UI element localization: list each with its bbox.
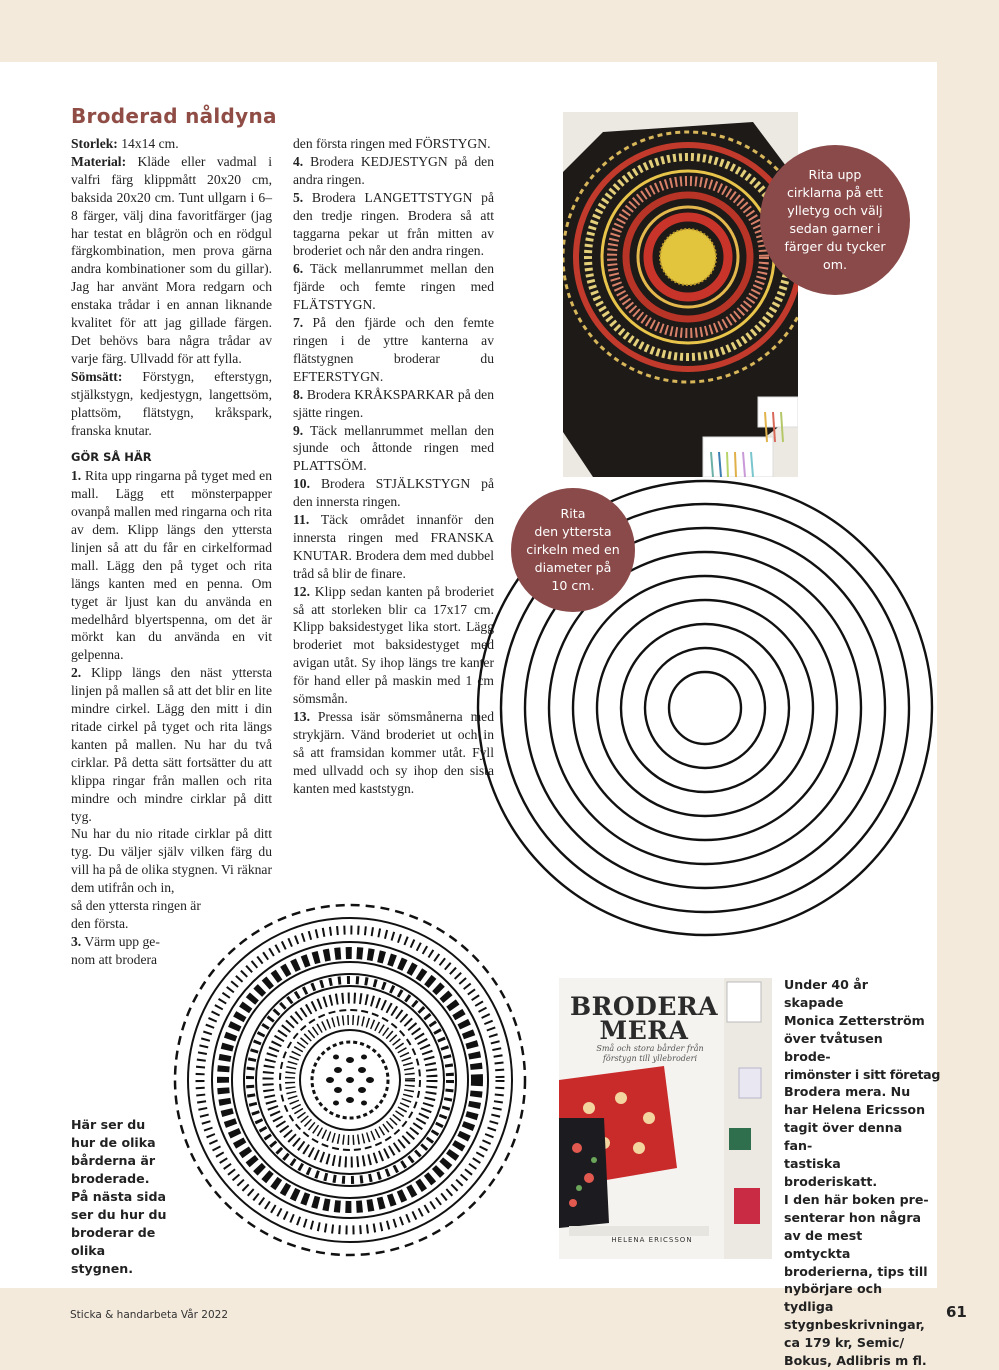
step-3-text-b: nom att brodera (71, 951, 158, 967)
step-11-number: 11. (293, 512, 310, 528)
stitches-value: Förstygn, efterstygn, stjälkstygn, kedjestygn, langettsöm, plattsöm, flätstygn, kråkspark, franska knutar. (71, 368, 272, 438)
step-8-text: Brodera KRÅKSPARKAR på den sjätte ringen. (293, 386, 494, 420)
diagram-caption-line: broderar de olika (71, 1225, 156, 1258)
step-8 (293, 386, 494, 422)
step-6-number: 6. (293, 261, 304, 277)
diagram-caption-line: På nästa sida (71, 1189, 166, 1204)
step-2-text: Klipp längs den näst yttersta linjen på mallen så att det blir en lite mindre cirkel. Lägg den mitt i din ritade cirkel på tyget och rita längs kanten på mallen. Nu har du två cirklar. På detta sätt fortsätter du att klippa ringar från mallen och rita mindre och mindre cirklar på ditt tyg. (71, 665, 272, 824)
tip-middle-line: 10 cm. (551, 577, 595, 593)
column-2 (293, 135, 494, 798)
step-4-text: Brodera KEDJESTYGN på den andra ringen. (293, 153, 494, 187)
tip-top-line: om. (823, 257, 847, 272)
book-description-line: Monica Zetterström (784, 1012, 925, 1028)
step-2-extra-2: så den yttersta ringen är (71, 898, 201, 914)
article-title: Broderad nåldyna (71, 104, 277, 128)
step-13-number: 13. (293, 709, 310, 724)
book-description-line: I den här boken pre- (784, 1191, 929, 1207)
step-11-text: Täck området innanför den innersta ringen med FRANSKA KNUTAR. Brodera dem med dubbel tråd så blir de finare. (293, 512, 494, 581)
book-description-line: nybörjare och tydliga (784, 1281, 883, 1315)
col2-intro: den första ringen med FÖRSTYGN. (293, 136, 491, 151)
book-title-line-2: MERA (599, 1016, 689, 1045)
book-description-line: Under 40 år skapade (784, 977, 868, 1010)
step-2-extra-3: den första. (71, 915, 129, 931)
book-author: HELENA ERICSSON (611, 1236, 693, 1244)
step-11 (293, 511, 494, 583)
book-description-line: tastiska broderiskatt. (784, 1156, 878, 1189)
tip-bubble-middle (511, 488, 635, 612)
book-description (784, 976, 941, 1370)
step-9 (293, 422, 494, 476)
step-10-number: 10. (293, 476, 310, 492)
step-1-number: 1. (71, 468, 82, 484)
size-line (71, 135, 272, 153)
book-description-line: Bokus, Adlibris m fl. (784, 1353, 927, 1369)
book-description-line: över tvåtusen brode- (784, 1030, 883, 1064)
step-1-text: Rita upp ringarna på tyget med en mall. Lägg ett mönsterpapper ovanpå mallen med ringarna och rita av dem. Klipp längs den yttersta linjen så att du får en cirkelformad mall. Lägg den på tyget och rita längs kanten med en penna. Om tyget är ljust kan du använda en medelhård blyertspenna, om det är mörkt kan du använda en vit gelpenna. (71, 468, 272, 663)
tip-top-line: ylletyg och välj (787, 203, 883, 218)
step-2 (71, 664, 272, 825)
step-7-text: På den fjärde och den femte ringen i de yttre kanterna av flätstygnen broderar du EFTERSTYGN. (293, 315, 494, 384)
book-description-line: har Helena Ericsson (784, 1102, 926, 1118)
tip-top-line: cirklarna på ett (786, 185, 884, 200)
diagram-caption-line: Här ser du (71, 1117, 146, 1132)
step-6-text: Täck mellanrummet mellan den fjärde och femte ringen med FLÄTSTYGN. (293, 261, 494, 313)
diagram-caption-line: stygnen. (71, 1261, 133, 1276)
step-1 (71, 467, 272, 664)
column-1 (71, 135, 272, 969)
book-description-line: rimönster i sitt företag (784, 1066, 941, 1082)
step-13 (293, 708, 494, 798)
step-5 (293, 189, 494, 261)
book-cover-graphic (559, 978, 772, 1259)
book-description-line: tagit över denna fan- (784, 1120, 903, 1154)
tip-bubble-top-text (784, 166, 885, 274)
step-10 (293, 475, 494, 511)
stitches-line (71, 368, 272, 440)
material-value: Kläde eller vadmal i valfri färg klippmått 20x20 cm, baksida 20x20 cm. Tunt ullgarn i 6–8 färger, välj dina favoritfärger (jag har testat en blågrön och en rödgul färgkombination, men prova gärna andra kombinationer som du gillar). Jag har använt Mora redgarn och enstaka trådar i en annan liknande kvalitet för att jag gillade färgen. Det behövs bara några trådar av varje färg. Ullvadd för att fylla. (71, 153, 272, 366)
step-3-text-a: Värm upp ge- (81, 933, 160, 949)
book-title-line-1: BRODERA (569, 992, 719, 1021)
book-cover (559, 978, 772, 1259)
book-description-line: Brodera mera. Nu (784, 1084, 911, 1100)
tip-top-line: färger du tycker (784, 239, 886, 254)
howto-heading: GÖR SÅ HÄR (71, 450, 152, 465)
book-description-line: stygnbeskrivningar, (784, 1317, 925, 1333)
diagram-caption (71, 1116, 191, 1278)
tip-middle-line: cirkeln med en (526, 542, 620, 558)
embroidery-photo (563, 112, 798, 477)
tip-top-line: sedan garner i (789, 221, 881, 236)
step-12 (293, 583, 494, 708)
tip-middle-line: diameter på (534, 559, 612, 575)
step-12-number: 12. (293, 583, 310, 599)
step-13-text: Pressa isär sömsmånerna med strykjärn. Vänd broderiet ut och in så att framsidan kommer utåt. Fyll med ullvadd och sy ihop den sista kanten med kaststygn. (293, 709, 494, 796)
book-description-line: av de mest omtyckta (784, 1227, 863, 1261)
diagram-caption-line: hur de olika (71, 1135, 156, 1150)
book-description-line: broderierna, tips till (784, 1263, 928, 1279)
step-4 (293, 153, 494, 189)
tip-middle-line: den yttersta (534, 524, 612, 540)
step-7-number: 7. (293, 315, 304, 331)
step-3-number: 3. (71, 933, 82, 949)
stitches-label: Sömsätt: (71, 368, 123, 384)
diagram-caption-line: broderade. (71, 1171, 150, 1186)
step-6 (293, 260, 494, 314)
step-3 (71, 933, 181, 969)
diagram-caption-line: bårderna är (71, 1153, 156, 1168)
size-value: 14x14 cm. (117, 136, 179, 151)
embroidery-diagram (170, 900, 530, 1260)
material-label: Material: (71, 153, 127, 169)
step-2-extra-1: Nu har du nio ritade cirklar på ditt tyg. Du väljer själv vilken färg du vill ha på de olika stygnen. Vi räknar dem utifrån och in, (71, 826, 272, 896)
step-5-number: 5. (293, 189, 304, 205)
step-9-text: Täck mellanrummet mellan den sjunde och åttonde ringen med PLATTSÖM. (293, 422, 494, 474)
diagram-caption-line: ser du hur du (71, 1207, 167, 1222)
material-line (71, 153, 272, 368)
book-description-line: ca 179 kr, Semic/ (784, 1335, 905, 1351)
tip-bubble-middle-text (526, 505, 619, 595)
step-7 (293, 314, 494, 386)
size-label: Storlek: (71, 136, 118, 151)
page-number: 61 (946, 1303, 967, 1321)
step-8-number: 8. (293, 386, 304, 402)
step-12-text: Klipp sedan kanten på broderiet så att storleken blir ca 17x17 cm. Klipp baksidestyget lika stort. Lägg broderiet mot baksidestyget med avigan utåt. Sy ihop längs tre kanter för hand eller på maskin med 1 cm sömsmån. (293, 583, 494, 707)
magazine-footer: Sticka & handarbeta Vår 2022 (70, 1309, 229, 1321)
book-description-line: senterar hon några (784, 1209, 922, 1225)
step-2-number: 2. (71, 665, 82, 681)
tip-top-line: Rita upp (808, 167, 862, 182)
tip-middle-line: Rita (560, 506, 586, 522)
embroidery-photo-graphic (563, 112, 798, 477)
step-5-text: Brodera LANGETTSTYGN på den tredje ringen. Brodera så att taggarna pekar ut från mitten av broderiet och når den andra ringen. (293, 189, 494, 259)
step-10-text: Brodera STJÄLKSTYGN på den innersta ringen. (293, 476, 494, 510)
tip-bubble-top (760, 145, 910, 295)
step-9-number: 9. (293, 422, 304, 438)
step-4-number: 4. (293, 153, 304, 169)
book-subtitle: Små och stora bårder från förstygn till yllebroderi (596, 1044, 704, 1063)
